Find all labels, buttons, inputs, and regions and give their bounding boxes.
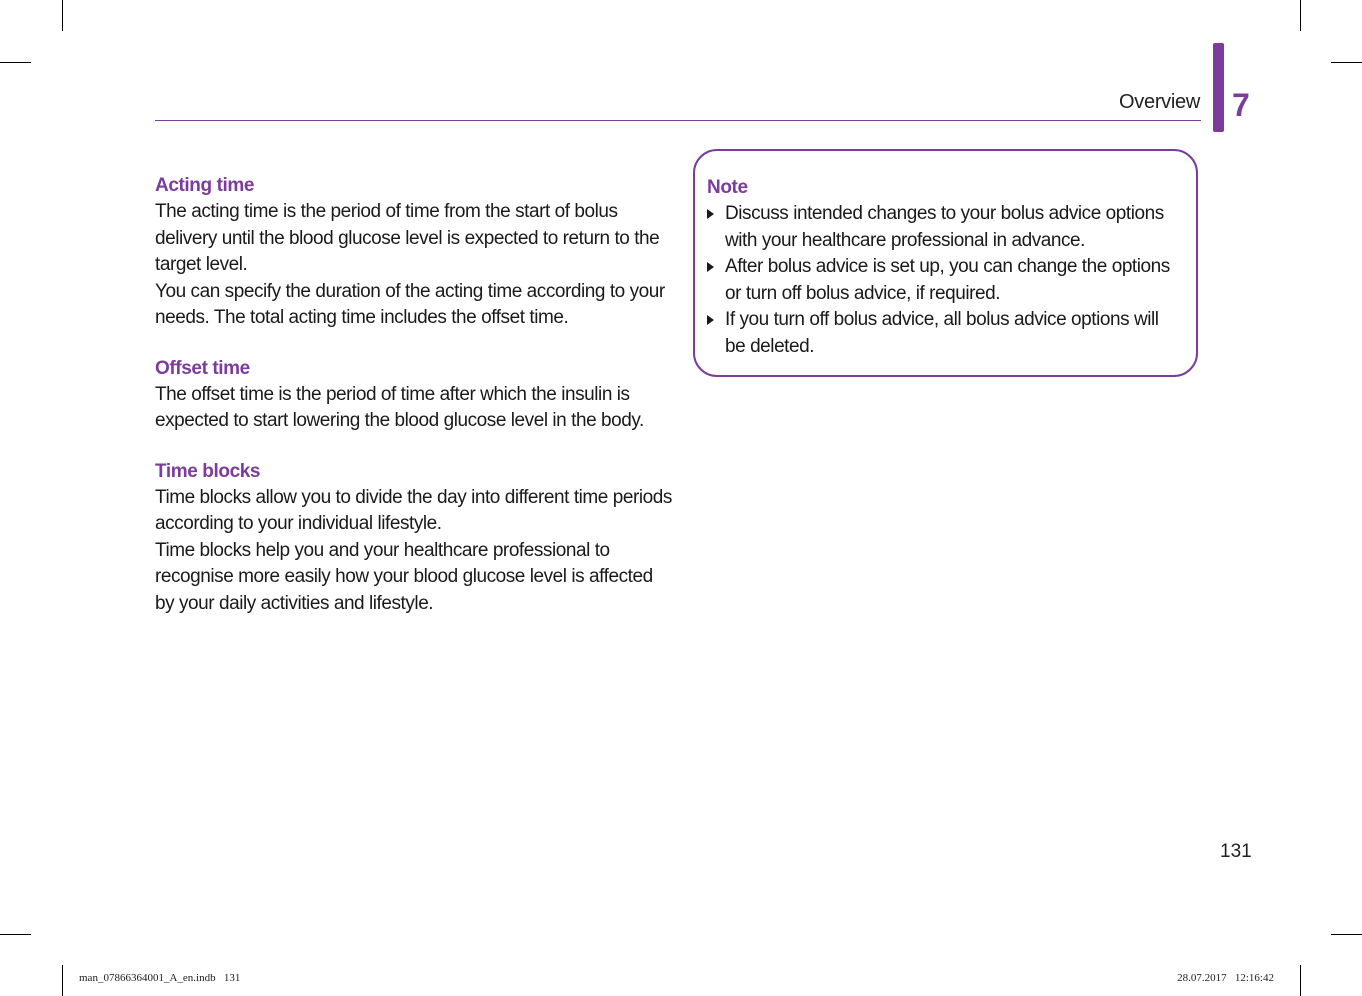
section-offset-time [155,355,675,435]
crop-mark [0,934,31,935]
paragraph: Time blocks help you and your healthcare professional to recognise more easily how your blood glucose level is affected by your daily activities and lifestyle. [155,539,653,614]
note-item-text: Discuss intended changes to your bolus advice options with your healthcare professional in advance. [725,203,1164,251]
note-item [707,254,1182,307]
main-text-column [155,172,675,640]
crop-mark [1331,62,1362,63]
note-list [707,201,1182,360]
section-heading: Time blocks [155,460,261,482]
crop-mark [1331,934,1362,935]
paragraph: You can specify the duration of the acting time according to your needs. The total acting time includes the offset time. [155,280,665,328]
note-item [707,307,1182,360]
triangle-bullet-icon [707,262,714,272]
crop-mark [1300,0,1301,31]
section-heading: Acting time [155,175,255,196]
section-time-blocks [155,458,675,618]
crop-mark [62,0,63,31]
triangle-bullet-icon [707,209,714,219]
chapter-number: 7 [1232,87,1250,123]
note-box [693,149,1198,377]
note-item-text: If you turn off bolus advice, all bolus advice options will be deleted. [725,309,1159,357]
header-rule [155,120,1201,121]
print-file-slug: man_07866364001_A_en.indb 131 [79,972,241,984]
section-heading: Offset time [155,357,250,379]
chapter-tab-bar [1213,43,1224,132]
note-title: Note [707,177,748,198]
paragraph: The offset time is the period of time after which the insulin is expected to start lowering the blood glucose level in the body. [155,383,644,431]
section-header-title: Overview [1119,91,1200,113]
triangle-bullet-icon [707,315,714,325]
crop-mark [0,62,31,63]
paragraph: The acting time is the period of time from the start of bolus delivery until the blood glucose level is expected to return to the target level. [155,201,660,275]
page-number: 131 [1220,841,1252,862]
crop-mark [62,965,63,996]
print-timestamp-slug: 28.07.2017 12:16:42 [1177,972,1274,984]
paragraph: Time blocks allow you to divide the day into different time periods according to your individual lifestyle. [155,486,672,534]
section-acting-time [155,172,675,332]
crop-mark [1300,965,1301,996]
note-item-text: After bolus advice is set up, you can change the options or turn off bolus advice, if required. [725,256,1170,304]
note-item [707,201,1182,254]
